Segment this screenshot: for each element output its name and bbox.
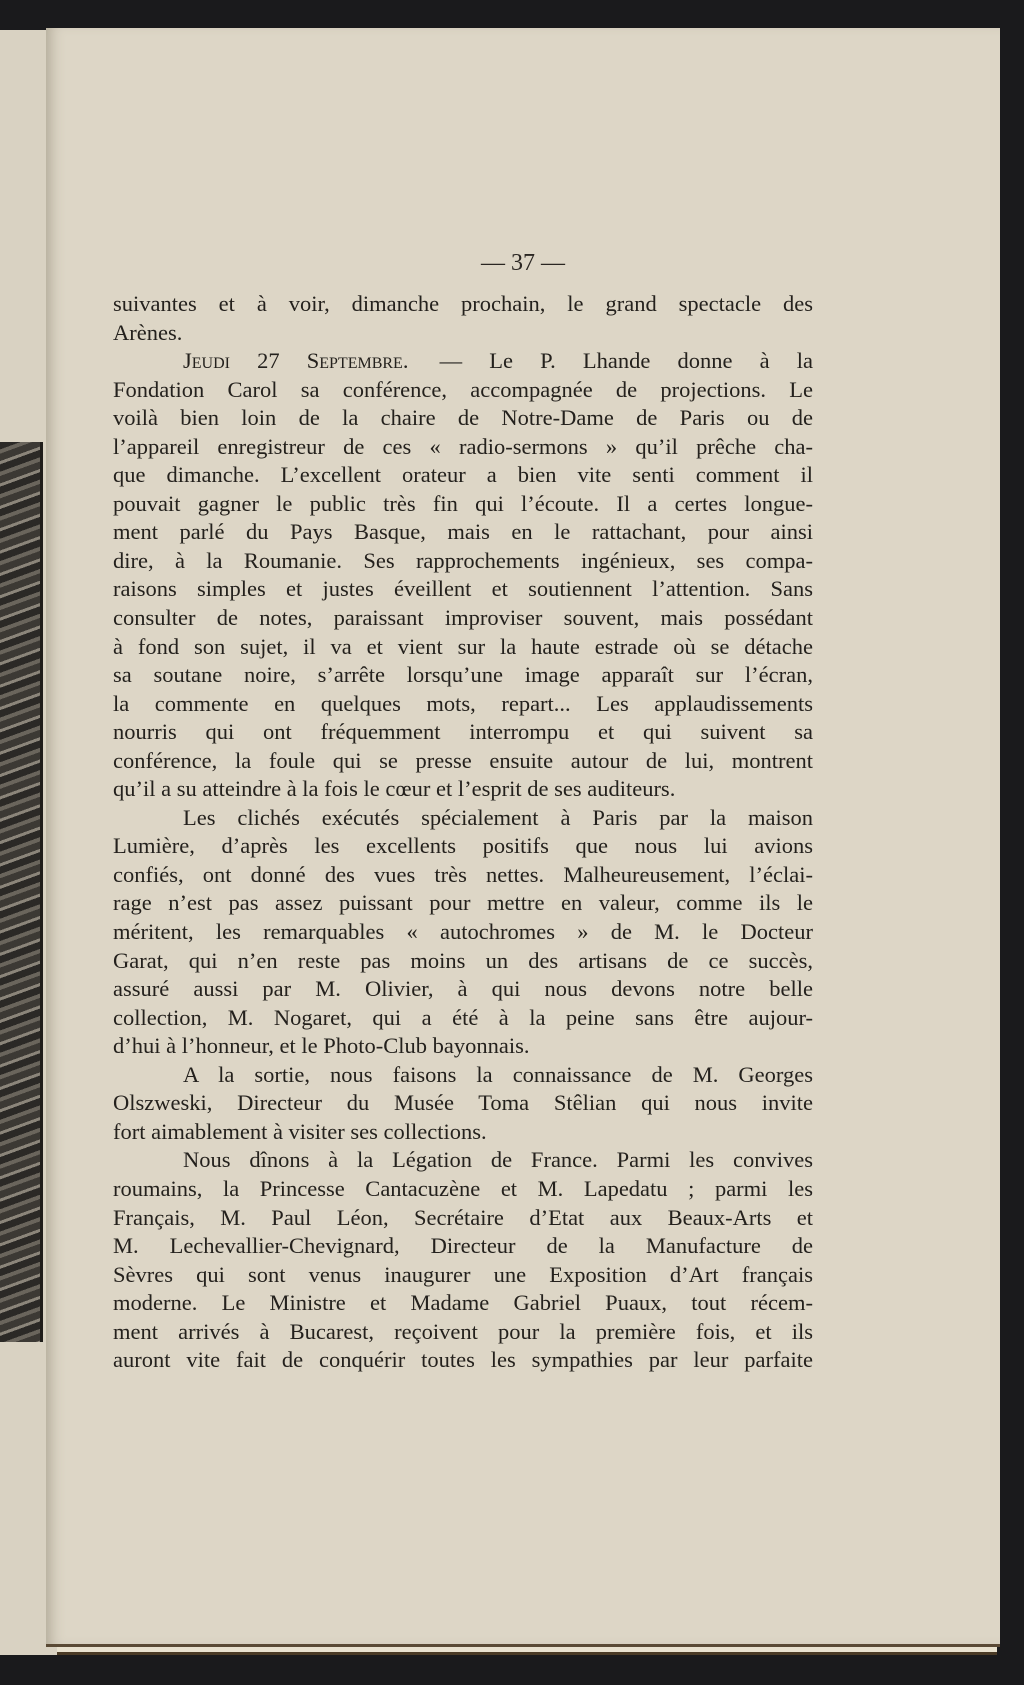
line-text: Les clichés exécutés spécialement à Paris par la maison — [183, 804, 813, 830]
text-line — [113, 575, 813, 604]
line-text: voilà bien loin de la chaire de Notre-Dame de Paris ou de — [113, 405, 813, 431]
line-text: consulter de notes, paraissant improviser souvent, mais possédant — [113, 605, 813, 631]
text-line — [113, 947, 813, 976]
text-line — [113, 547, 813, 576]
text-line — [113, 1118, 813, 1147]
text-line — [113, 718, 813, 747]
text-line — [113, 861, 813, 890]
text-line — [113, 1032, 813, 1061]
text-line — [113, 661, 813, 690]
line-text: dire, à la Roumanie. Ses rapprochements ingénieux, ses compa- — [113, 547, 813, 573]
text-line — [113, 633, 813, 662]
page-number: — 37 — — [481, 250, 565, 276]
line-text: d’hui à l’honneur, et le Photo-Club bayonnais. — [113, 1033, 530, 1059]
line-text: Fondation Carol sa conférence, accompagnée de projections. Le — [113, 376, 813, 402]
text-line — [113, 490, 813, 519]
line-text: méritent, les remarquables « autochromes » de M. le Docteur — [113, 919, 813, 945]
line-text: collection, M. Nogaret, qui a été à la peine sans être aujour- — [113, 1004, 813, 1030]
line-text: — Le P. Lhande donne à la — [412, 348, 813, 374]
text-line — [113, 775, 813, 804]
text-line — [113, 1146, 813, 1175]
text-line — [113, 1346, 813, 1375]
line-text: auront vite fait de conquérir toutes les sympathies par leur parfaite — [113, 1347, 813, 1373]
text-line — [113, 1089, 813, 1118]
text-line — [113, 889, 813, 918]
text-line — [113, 1289, 813, 1318]
text-line — [113, 1232, 813, 1261]
text-line — [113, 404, 813, 433]
text-line — [113, 319, 813, 348]
line-text: ment arrivés à Bucarest, reçoivent pour la première fois, et ils — [113, 1318, 813, 1344]
line-text: sa soutane noire, s’arrête lorsqu’une image apparaît sur l’écran, — [113, 662, 813, 688]
line-text: pouvait gagner le public très fin qui l’écoute. Il a certes longue- — [113, 490, 813, 516]
line-text: ment parlé du Pays Basque, mais en le rattachant, pour ainsi — [113, 519, 813, 545]
line-text: M. Lechevallier-Chevignard, Directeur de la Manufacture de — [113, 1233, 813, 1259]
text-line — [113, 461, 813, 490]
text-line — [113, 290, 813, 319]
facing-page-photograph — [0, 442, 43, 1342]
line-text: Français, M. Paul Léon, Secrétaire d’Etat aux Beaux-Arts et — [113, 1204, 813, 1230]
line-text: qu’il a su atteindre à la fois le cœur et l’esprit de ses auditeurs. — [113, 776, 676, 802]
date-heading: Jeudi 27 Septembre. — [183, 348, 409, 374]
text-line — [113, 1261, 813, 1290]
text-line — [113, 1004, 813, 1033]
line-text: Olszweski, Directeur du Musée Toma Stêlian qui nous invite — [113, 1090, 813, 1116]
text-line — [113, 832, 813, 861]
line-text: l’appareil enregistreur de ces « radio-sermons » qu’il prêche cha- — [113, 433, 813, 459]
text-line — [113, 1175, 813, 1204]
line-text: Lumière, d’après les excellents positifs que nous lui avions — [113, 833, 813, 859]
text-line — [113, 1204, 813, 1233]
text-line — [113, 747, 813, 776]
line-text: confiés, ont donné des vues très nettes. Malheureusement, l’éclai- — [113, 861, 813, 887]
text-line — [113, 433, 813, 462]
line-text: nourris qui ont fréquemment interrompu et qui suivent sa — [113, 719, 813, 745]
text-line — [113, 975, 813, 1004]
text-line — [113, 918, 813, 947]
text-line — [113, 376, 813, 405]
body-text — [113, 290, 813, 1375]
line-text: Garat, qui n’en reste pas moins un des artisans de ce succès, — [113, 947, 813, 973]
line-text: fort aimablement à visiter ses collections. — [113, 1118, 487, 1144]
line-text: Arènes. — [113, 319, 183, 345]
line-text: à fond son sujet, il va et vient sur la haute estrade où se détache — [113, 633, 813, 659]
line-text: rage n’est pas assez puissant pour mettre en valeur, comme ils le — [113, 890, 813, 916]
line-text: assuré aussi par M. Olivier, à qui nous devons notre belle — [113, 976, 813, 1002]
line-text: Nous dînons à la Légation de France. Parmi les convives — [183, 1147, 813, 1173]
text-line — [113, 518, 813, 547]
line-text: A la sortie, nous faisons la connaissance de M. Georges — [183, 1061, 813, 1087]
line-text: conférence, la foule qui se presse ensuite autour de lui, montrent — [113, 747, 813, 773]
line-text: moderne. Le Ministre et Madame Gabriel Puaux, tout récem- — [113, 1290, 813, 1316]
text-line — [113, 347, 813, 376]
text-line — [113, 1061, 813, 1090]
line-text: suivantes et à voir, dimanche prochain, le grand spectacle des — [113, 291, 813, 316]
line-text: raisons simples et justes éveillent et soutiennent l’attention. Sans — [113, 576, 813, 602]
line-text: roumains, la Princesse Cantacuzène et M. Lapedatu ; parmi les — [113, 1175, 813, 1201]
text-line — [113, 690, 813, 719]
text-line — [113, 604, 813, 633]
line-text: Sèvres qui sont venus inaugurer une Exposition d’Art français — [113, 1261, 813, 1287]
line-text: que dimanche. L’excellent orateur a bien vite senti comment il — [113, 462, 813, 488]
text-line — [113, 1318, 813, 1347]
text-line — [113, 804, 813, 833]
line-text: la commente en quelques mots, repart... Les applaudissements — [113, 690, 813, 716]
